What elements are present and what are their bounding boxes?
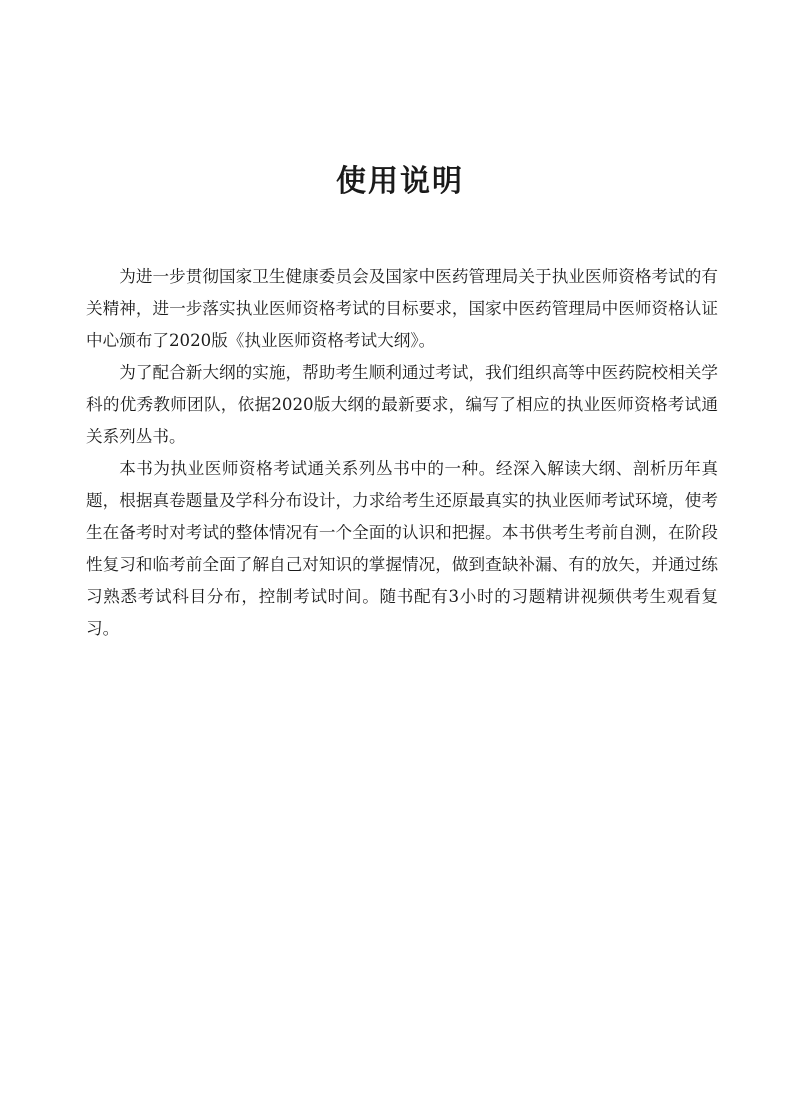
paragraph-2: 为了配合新大纲的实施，帮助考生顺利通过考试，我们组织高等中医药院校相关学科的优秀教师团队，依据2020版大纲的最新要求，编写了相应的执业医师资格考试通关系列丛书。 (86, 363, 718, 446)
page-title: 使用说明 (336, 164, 464, 199)
body-text (86, 261, 718, 645)
paragraph-3: 本书为执业医师资格考试通关系列丛书中的一种。经深入解读大纲、剖析历年真题，根据真卷题量及学科分布设计，力求给考生还原最真实的执业医师考试环境，使考生在备考时对考试的整体情况有一个全面的认识和把握。本书供考生考前自测，在阶段性复习和临考前全面了解自己对知识的掌握情况，做到查缺补漏、有的放矢，并通过练习熟悉考试科目分布，控制考试时间。随书配有3小时的习题精讲视频供考生观看复习。 (86, 459, 718, 638)
paragraph-1: 为进一步贯彻国家卫生健康委员会及国家中医药管理局关于执业医师资格考试的有关精神，进一步落实执业医师资格考试的目标要求，国家中医药管理局中医师资格认证中心颁布了2020版《执业医师资格考试大纲》。 (86, 267, 718, 350)
